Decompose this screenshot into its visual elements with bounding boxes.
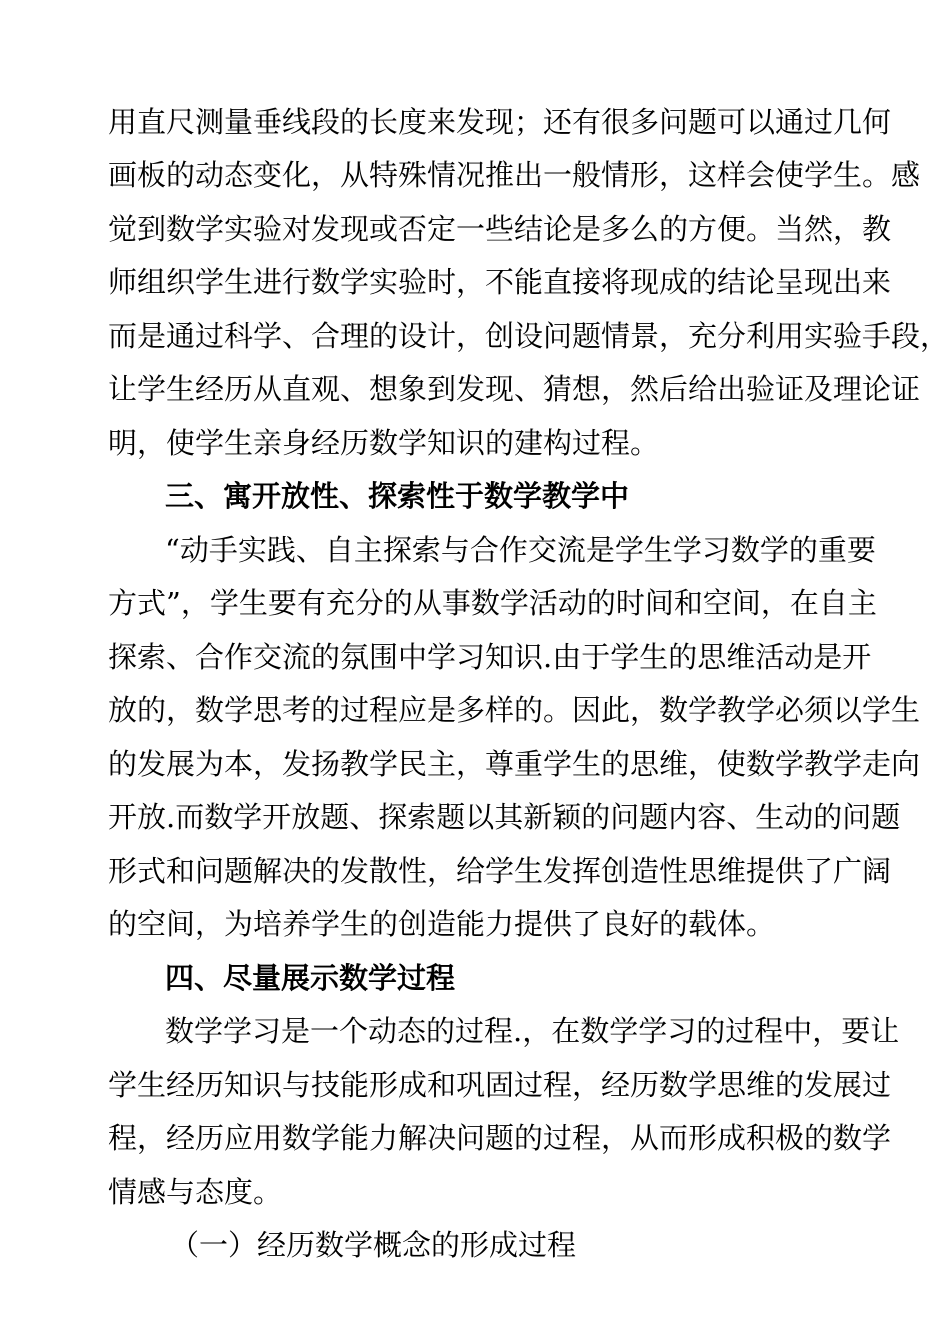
paragraph-line: 开放.而数学开放题、探索题以其新颖的问题内容、生动的问题 bbox=[108, 800, 901, 834]
paragraph-line: 画板的动态变化，从特殊情况推出一般情形，这样会使学生。感 bbox=[108, 158, 921, 192]
paragraph-line: 的发展为本，发扬教学民主，尊重学生的思维，使数学教学走向 bbox=[108, 747, 921, 781]
paragraph-line: 形式和问题解决的发散性，给学生发挥创造性思维提供了广阔 bbox=[108, 854, 892, 888]
paragraph-line: 数学学习是一个动态的过程.，在数学学习的过程中，要让 bbox=[165, 1014, 900, 1048]
paragraph-line: “动手实践、自主探索与合作交流是学生学习数学的重要 bbox=[165, 533, 876, 567]
paragraph-line: 而是通过科学、合理的设计，创设问题情景，充分利用实验手段， bbox=[108, 319, 950, 353]
paragraph-line: 情感与态度。 bbox=[108, 1175, 283, 1209]
section-heading: 四、尽量展示数学过程 bbox=[165, 961, 456, 995]
paragraph-line: 程，经历应用数学能力解决问题的过程，从而形成积极的数学 bbox=[108, 1121, 892, 1155]
paragraph-line: 用直尺测量垂线段的长度来发现；还有很多问题可以通过几何 bbox=[108, 105, 892, 139]
paragraph-line: 放的，数学思考的过程应是多样的。因此，数学教学必须以学生 bbox=[108, 693, 921, 727]
paragraph-line: 觉到数学实验对发现或否定一些结论是多么的方便。当然，教 bbox=[108, 212, 892, 246]
paragraph-line: 让学生经历从直观、想象到发现、猜想，然后给出验证及理论证 bbox=[108, 372, 921, 406]
paragraph-line: 探索、合作交流的氛围中学习知识.由于学生的思维活动是开 bbox=[108, 640, 872, 674]
section-heading: 三、寓开放性、探索性于数学教学中 bbox=[165, 479, 630, 513]
paragraph-line: 师组织学生进行数学实验时，不能直接将现成的结论呈现出来 bbox=[108, 265, 892, 299]
paragraph-line: 的空间，为培养学生的创造能力提供了良好的载体。 bbox=[108, 907, 776, 941]
subsection-heading: （一）经历数学概念的形成过程 bbox=[170, 1228, 577, 1262]
paragraph-line: 学生经历知识与技能形成和巩固过程，经历数学思维的发展过 bbox=[108, 1068, 892, 1102]
paragraph-line: 方式”，学生要有充分的从事数学活动的时间和空间，在自主 bbox=[108, 586, 877, 620]
paragraph-line: 明，使学生亲身经历数学知识的建构过程。 bbox=[108, 426, 660, 460]
